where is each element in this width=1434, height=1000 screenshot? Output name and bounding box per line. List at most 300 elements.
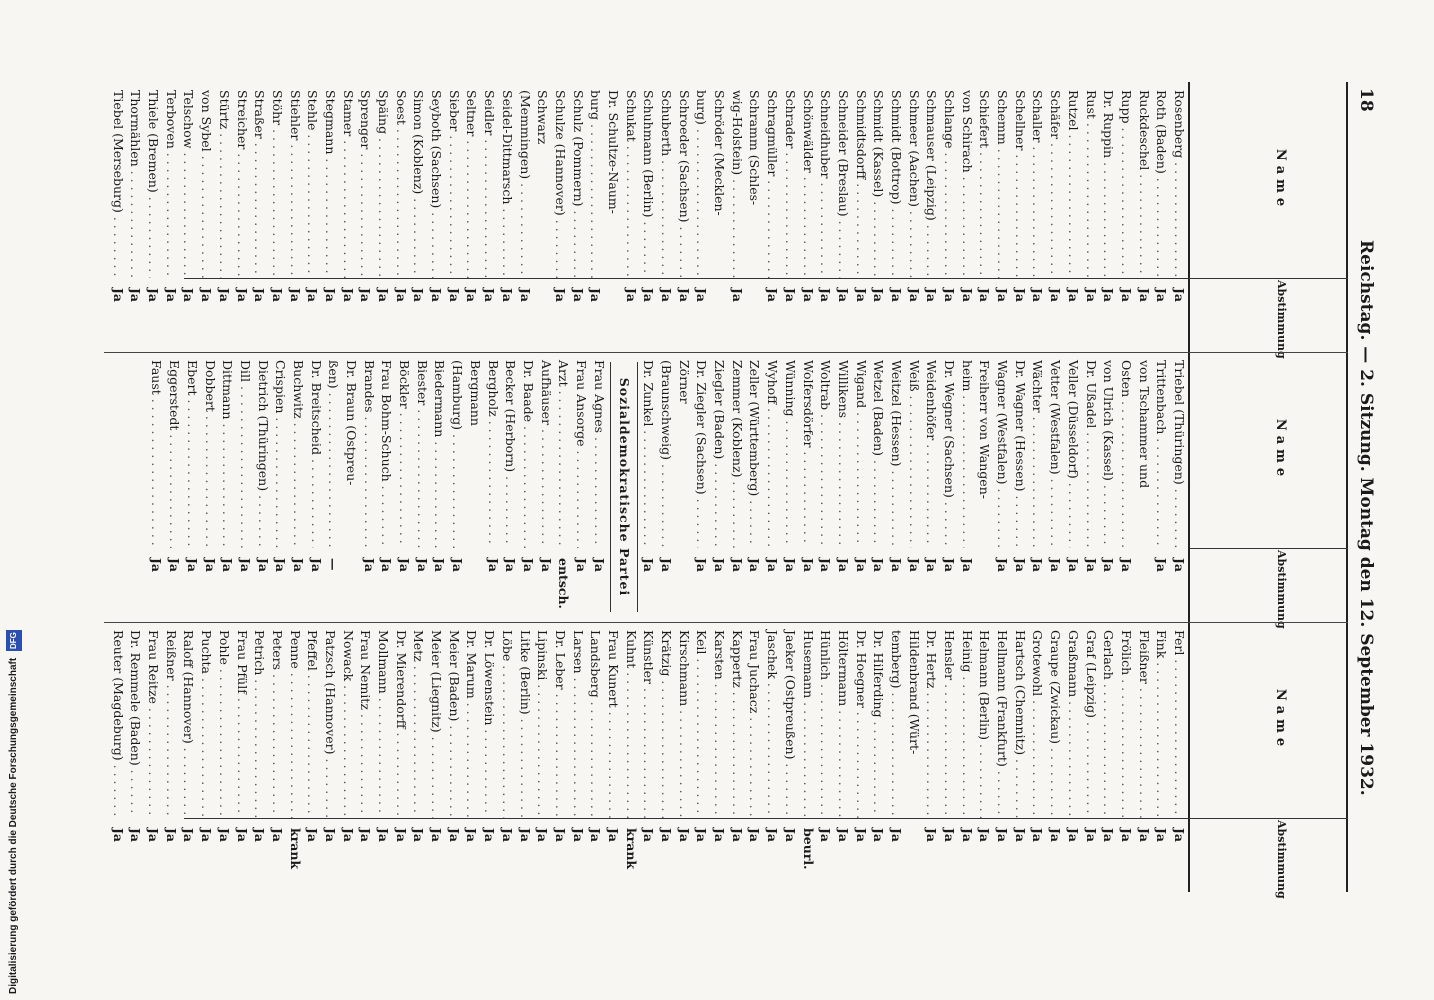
table-row — [431, 352, 449, 622]
member-name: (Hamburg) . . . — [449, 352, 467, 548]
vote-value: Ja — [432, 558, 448, 573]
dfg-logo: DFG — [6, 630, 22, 651]
member-name: Dr. Ziegler (Sachsen) . . . — [693, 352, 711, 548]
vote-value: Ja — [482, 828, 498, 843]
vote-value: Ja — [1154, 828, 1170, 843]
table-row — [304, 622, 322, 892]
member-name: Dr. Breitscheid . . . — [307, 352, 325, 548]
table-row — [109, 82, 127, 352]
table-row — [710, 352, 728, 622]
table-body — [640, 352, 1188, 622]
member-name: Seyboth (Sachsen) . . . — [427, 82, 445, 278]
table-row — [374, 622, 392, 892]
section-divider — [610, 362, 611, 612]
member-name: Mollmann . . . — [374, 622, 392, 818]
vote-value: Ja — [128, 288, 144, 303]
member-name: Schwarz — [535, 90, 551, 145]
member-name: Ziegler (Baden) . . . — [710, 352, 728, 548]
member-name: Schneider (Breslau) . . . — [834, 82, 852, 278]
table-row — [144, 82, 162, 352]
table-row — [127, 82, 145, 352]
table-row — [764, 622, 782, 892]
table-row — [728, 622, 746, 892]
vote-value: Ja — [1048, 828, 1064, 843]
member-name: Dobbert . . . — [201, 352, 219, 548]
vote-value: Ja — [273, 558, 289, 573]
member-name: Kappertz . . . — [728, 622, 746, 818]
vote-value: Ja — [110, 828, 126, 843]
table-row — [604, 82, 622, 352]
vote-value — [466, 548, 484, 622]
table-row — [590, 352, 608, 622]
table-row — [484, 352, 502, 622]
member-name: Höltermann . . . — [834, 622, 852, 818]
vote-value: Ja — [252, 828, 268, 843]
vote-value: Ja — [659, 288, 675, 303]
member-name: Rutzel . . . — [1064, 82, 1082, 278]
member-name: Frau Bohm-Schuch . . . — [378, 352, 396, 548]
member-name: Dr. Braun (Ostpreu- — [344, 360, 360, 486]
vote-value: Ja — [552, 288, 568, 303]
table-row — [321, 622, 339, 892]
vote-value: Ja — [499, 288, 515, 303]
vote-value — [534, 278, 552, 352]
member-name: Thiele (Bremen) . . . — [144, 82, 162, 278]
vote-value: Ja — [1154, 558, 1170, 573]
vote-value: Ja — [340, 288, 356, 303]
vote-value: Ja — [446, 828, 462, 843]
member-name: Hensler . . . — [940, 622, 958, 818]
table-row — [1047, 352, 1065, 622]
table-row — [781, 352, 799, 622]
table-row — [1117, 622, 1135, 892]
vote-value: Ja — [1172, 828, 1187, 843]
member-name: Weitzel (Hessen) . . . — [887, 352, 905, 548]
vote-value: krank — [623, 828, 639, 870]
member-name: Dietrich (Thüringen) . . . — [254, 352, 272, 548]
table-row — [449, 352, 467, 622]
vote-value: Ja — [1048, 288, 1064, 303]
member-name: Frau Kunert . . . — [604, 622, 622, 818]
member-name: Dr. Zunkel . . . — [640, 352, 658, 548]
vote-value: Ja — [184, 558, 200, 573]
member-name: Seidel-Dittmarsch . . . — [498, 82, 516, 278]
vote-value: Ja — [167, 558, 183, 573]
member-name: Hildenbrand (Würt- — [906, 630, 922, 755]
member-name: Künstler . . . — [640, 622, 658, 818]
table-row — [1100, 82, 1118, 352]
member-name: Frau Juchacz . . . — [746, 622, 764, 818]
member-name: Stöhr . . . — [268, 82, 286, 278]
member-name: Schellner . . . — [1011, 82, 1029, 278]
vote-value: Ja — [641, 558, 657, 573]
table-row — [604, 622, 622, 892]
table-row — [852, 352, 870, 622]
table-row — [1064, 82, 1082, 352]
member-name: Schmidt (Bottrop) . . . — [887, 82, 905, 278]
vote-value: Ja — [1048, 558, 1064, 573]
table-row — [958, 82, 976, 352]
vote-table-2 — [104, 352, 1348, 629]
member-name: Zörner — [676, 360, 692, 404]
table-row — [569, 82, 587, 352]
table-row — [657, 82, 675, 352]
table-row — [746, 82, 764, 352]
member-name: Wetzel (Baden) . . . — [870, 352, 888, 548]
member-name: Stiehler . . . — [286, 82, 304, 278]
table-row — [466, 352, 484, 622]
table-row — [268, 82, 286, 352]
vote-value: Ja — [503, 558, 519, 573]
table-row — [339, 82, 357, 352]
vote-value: Ja — [552, 828, 568, 843]
table-row — [958, 622, 976, 892]
member-name: Straßer . . . — [251, 82, 269, 278]
member-name: Raloff (Hannover) . . . — [180, 622, 198, 818]
member-name: Wigand . . . — [852, 352, 870, 548]
vote-value: Ja — [323, 828, 338, 843]
vote-value: Ja — [499, 828, 515, 843]
member-name: Faust . . . — [148, 352, 166, 548]
table-row — [445, 622, 463, 892]
member-name: Karsten . . . — [710, 622, 728, 818]
table-divider — [104, 622, 1348, 623]
member-name: Bergmann — [467, 360, 483, 426]
vote-value: Ja — [959, 828, 975, 843]
table-row — [1100, 352, 1118, 622]
table-row — [852, 82, 870, 352]
member-name: Schröder (Mecklen- — [712, 90, 728, 216]
table-row — [198, 622, 216, 892]
member-name: Dr. Marum . . . — [463, 622, 481, 818]
vote-table-1 — [104, 82, 1348, 359]
table-row — [587, 82, 605, 352]
table-row — [976, 352, 994, 622]
vote-value: Ja — [340, 828, 356, 843]
table-row — [162, 82, 180, 352]
vote-value: Ja — [889, 828, 904, 843]
vote-value: Ja — [1083, 558, 1099, 573]
vote-value: Ja — [641, 828, 657, 843]
vote-value: Ja — [1118, 828, 1134, 843]
member-name: Dr. Hoegner . . . — [852, 622, 870, 818]
vote-value: Ja — [163, 288, 179, 303]
member-name: Schroeder (Sachsen) . . . — [675, 82, 693, 278]
member-name: Schrader . . . — [781, 82, 799, 278]
table-row — [307, 352, 325, 622]
table-row — [940, 82, 958, 352]
vote-value: Ja — [305, 828, 321, 843]
vote-value: Ja — [924, 828, 940, 843]
table-row — [342, 352, 360, 622]
table-row — [640, 352, 658, 622]
vote-value: Ja — [252, 288, 268, 303]
vote-value: Ja — [128, 828, 144, 843]
table-row — [233, 622, 251, 892]
member-name: (Memmingen) . . . — [516, 82, 534, 278]
vote-value: Ja — [429, 828, 445, 843]
table-row — [923, 82, 941, 352]
table-row — [481, 82, 499, 352]
table-row — [180, 622, 198, 892]
member-name: Keil . . . — [693, 622, 711, 818]
vote-value: Ja — [694, 288, 710, 303]
table-row — [710, 622, 728, 892]
member-name: Weidenhöfer . . . — [923, 352, 941, 548]
table-row — [746, 622, 764, 892]
member-name: Wagner (Westfalen) . . . — [993, 352, 1011, 548]
member-name: Graf (Leipzig) . . . — [1082, 622, 1100, 818]
table-row — [1029, 82, 1047, 352]
vote-value: Ja — [906, 558, 922, 573]
table-row — [183, 352, 201, 622]
table-row — [392, 82, 410, 352]
member-name: Helmann (Berlin) . . . — [976, 622, 994, 818]
vote-value: Ja — [606, 828, 621, 843]
member-name: Dr. Löwenstein . . . — [481, 622, 499, 818]
member-name: von Ulrich (Kassel) . . . — [1100, 352, 1118, 548]
vote-value: Ja — [1136, 288, 1152, 303]
margin-note-text: Digitalisierung gefördert durch die Deutsche Forschungsgemeinschaft — [8, 657, 19, 994]
table-row — [392, 622, 410, 892]
margin-note — [6, 606, 22, 994]
table-row — [622, 622, 640, 892]
vote-value: Ja — [1118, 288, 1134, 303]
table-row — [569, 622, 587, 892]
name-column-header: Name — [1273, 148, 1288, 212]
member-name: Simon (Koblenz) . . . — [410, 82, 428, 278]
member-name: Wünning . . . — [781, 352, 799, 548]
member-name: Soest . . . — [392, 82, 410, 278]
table-row — [410, 622, 428, 892]
table-row — [537, 352, 555, 622]
table-row — [1064, 622, 1082, 892]
member-name: Wächter . . . — [1029, 352, 1047, 548]
table-row — [728, 352, 746, 622]
table-row — [162, 622, 180, 892]
member-name: Pfeffel . . . — [304, 622, 322, 818]
table-header — [1188, 622, 1348, 899]
vote-value: Ja — [146, 288, 162, 303]
member-name: Dr. Ruppin . . . — [1100, 82, 1118, 278]
table-row — [905, 352, 923, 622]
member-name: Schmeer (Aachen) . . . — [905, 82, 923, 278]
vote-value: Ja — [995, 828, 1011, 843]
table-row — [215, 622, 233, 892]
vote-value — [976, 548, 994, 622]
member-name: Weiß . . . — [905, 352, 923, 548]
member-name: Patzsch (Hannover) . . . — [321, 622, 339, 818]
vote-value: Ja — [694, 828, 710, 843]
table-row — [325, 352, 343, 622]
member-name: Hellmann (Frankfurt) . . . — [993, 622, 1011, 818]
table-row — [781, 82, 799, 352]
vote-value: Ja — [942, 288, 958, 303]
vote-value: Ja — [588, 828, 604, 843]
member-name: Dr. Remmele (Baden) . . . — [127, 622, 145, 818]
member-name: Pohle . . . — [215, 622, 233, 818]
vote-value: Ja — [269, 828, 285, 843]
vote-value: Ja — [977, 288, 993, 303]
member-name: Gerlach . . . — [1100, 622, 1118, 818]
vote-value: Ja — [482, 288, 498, 303]
member-name: Fink . . . — [1153, 622, 1171, 818]
member-name: Penne . . . — [286, 622, 304, 818]
member-name: Wolfersdörfer . . . — [799, 352, 817, 548]
member-name: Triebel (Thüringen) . . . — [1170, 352, 1188, 548]
table-row — [127, 622, 145, 892]
member-name: Frau Pfülf . . . — [233, 622, 251, 818]
member-name: Stegmann . . . — [321, 82, 339, 278]
member-name: Thormählen . . . — [127, 82, 145, 278]
page-title: Reichstag. — 2. Sitzung. Montag den 12. September 1932. — [1356, 240, 1376, 796]
table-row — [109, 622, 127, 892]
vote-value: Ja — [959, 288, 975, 303]
table-row — [834, 622, 852, 892]
vote-value: Ja — [835, 828, 851, 843]
column-divider — [1190, 278, 1348, 279]
table-row — [870, 82, 888, 352]
member-name: Zeller (Württemberg) . . . — [746, 352, 764, 548]
member-name: Schiefert . . . — [976, 82, 994, 278]
vote-value: Ja — [1012, 288, 1028, 303]
member-name: Schönwälder . . . — [799, 82, 817, 278]
member-name: Reuter (Magdeburg) . . . — [109, 622, 127, 818]
vote-value: Ja — [1083, 288, 1099, 303]
member-name: Becker (Herborn) . . . — [502, 352, 520, 548]
table-row — [215, 82, 233, 352]
table-row — [1135, 352, 1153, 622]
vote-value: Ja — [924, 288, 940, 303]
table-row — [1011, 82, 1029, 352]
vote-value: Ja — [765, 558, 781, 573]
vote-value: Ja — [959, 558, 975, 573]
column-divider — [1190, 818, 1348, 819]
table-row — [834, 82, 852, 352]
member-name: Frau Reitze . . . — [144, 622, 162, 818]
table-row — [764, 82, 782, 352]
table-row — [357, 622, 375, 892]
member-name: Heinig . . . — [958, 622, 976, 818]
table-row — [781, 622, 799, 892]
member-name: Freiherr von Wangen- — [977, 360, 993, 499]
member-name: burg) . . . — [693, 82, 711, 278]
table-row — [887, 82, 905, 352]
member-name: Brandes . . . — [360, 352, 378, 548]
member-name: ßen) . . . — [325, 352, 343, 548]
vote-value: Ja — [1136, 828, 1152, 843]
table-row — [993, 352, 1011, 622]
vote-value: Ja — [464, 828, 480, 843]
member-name: Kuhnt . . . — [622, 622, 640, 818]
vote-value: beurl. — [800, 828, 816, 870]
member-name: Frau Nemitz . . . — [357, 622, 375, 818]
table-row — [817, 82, 835, 352]
table-row — [534, 82, 552, 352]
column-divider — [184, 818, 1190, 819]
table-row — [799, 82, 817, 352]
vote-value: Ja — [163, 828, 179, 843]
table-row — [852, 622, 870, 892]
member-name: Schemm . . . — [993, 82, 1011, 278]
vote-value: Ja — [397, 558, 413, 573]
table-row — [572, 352, 590, 622]
vote-value — [342, 548, 360, 622]
vote-value: Ja — [800, 558, 816, 573]
name-column-header: Name — [1273, 688, 1288, 752]
member-name: Eggerstedt . . . — [166, 352, 184, 548]
vote-value: Ja — [376, 288, 392, 303]
member-name: Hünlich . . . — [817, 622, 835, 818]
member-name: Kirschmann . . . — [675, 622, 693, 818]
member-name: Dr. Mierendorff . . . — [392, 622, 410, 818]
member-name: Graupe (Zwickau) . . . — [1047, 622, 1065, 818]
table-row — [1011, 352, 1029, 622]
member-name: von Sybel . . . — [198, 82, 216, 278]
vote-value: Ja — [1030, 828, 1046, 843]
table-row — [1117, 82, 1135, 352]
table-row — [502, 352, 520, 622]
table-row — [693, 352, 711, 622]
vote-value: Ja — [216, 288, 232, 303]
member-name: Schulz (Pommern) . . . — [569, 82, 587, 278]
vote-value: Ja — [729, 828, 745, 843]
vote-value: Ja — [712, 828, 728, 843]
vote-value: Ja — [110, 288, 126, 303]
page-number: 18 — [1356, 88, 1376, 112]
vote-value: Ja — [535, 828, 551, 843]
member-name: Husemann . . . — [799, 622, 817, 818]
vote-value: Ja — [517, 288, 533, 303]
member-name: Stürtz . . . — [215, 82, 233, 278]
vote-value: Ja — [853, 288, 869, 303]
vote-value: Ja — [1083, 828, 1099, 843]
table-header — [1188, 352, 1348, 629]
member-name: Meier (Liegnitz) . . . — [427, 622, 445, 818]
vote-value: Ja — [181, 828, 197, 843]
member-name: Aufhäuser . . . — [537, 352, 555, 548]
member-name: Buchwitz . . . — [289, 352, 307, 548]
table-row — [144, 622, 162, 892]
member-name: wig-Holstein) . . . — [728, 82, 746, 278]
vote-value: Ja — [149, 558, 165, 573]
table-row — [870, 622, 888, 892]
vote-value: Ja — [1172, 288, 1187, 303]
vote-value: Ja — [287, 288, 303, 303]
vote-column-header: Abstimmung — [1275, 550, 1288, 629]
vote-value: Ja — [216, 828, 232, 843]
table-row — [976, 622, 994, 892]
member-name: Schragmüller . . . — [764, 82, 782, 278]
member-name: Metz . . . — [410, 622, 428, 818]
vote-value: Ja — [1065, 288, 1081, 303]
member-name: Dittmann . . . — [219, 352, 237, 548]
table-row — [728, 82, 746, 352]
table-row — [1064, 352, 1082, 622]
table-row — [587, 622, 605, 892]
member-name: Schaller . . . — [1029, 82, 1047, 278]
member-name: Veller (Düsseldorf) . . . — [1064, 352, 1082, 548]
member-name: Sieber . . . — [445, 82, 463, 278]
table-body — [109, 82, 1188, 352]
table-row — [272, 352, 290, 622]
table-row — [148, 352, 166, 622]
member-name: Petrich . . . — [251, 622, 269, 818]
vote-value: Ja — [1065, 828, 1081, 843]
table-row — [799, 622, 817, 892]
member-name: Peters . . . — [268, 622, 286, 818]
member-name: Larsen . . . — [569, 622, 587, 818]
